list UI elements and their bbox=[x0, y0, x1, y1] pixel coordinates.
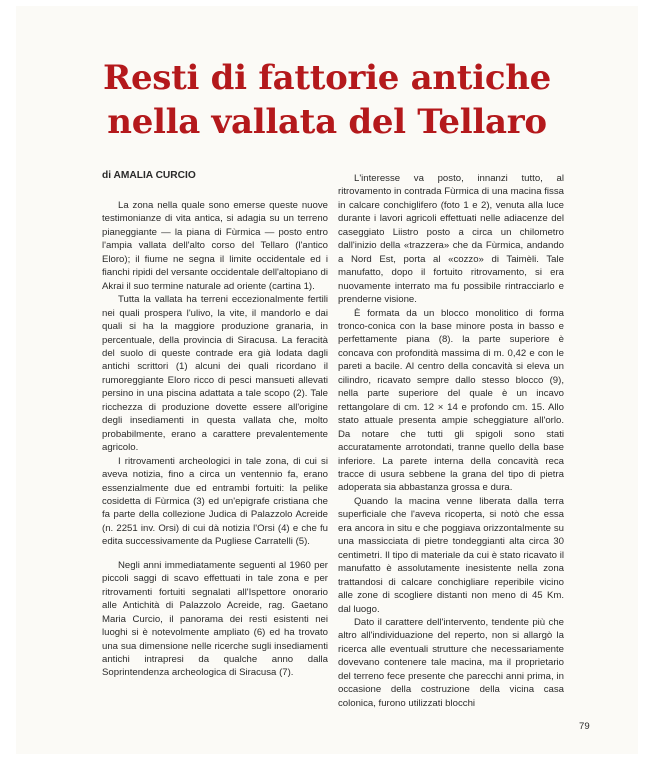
paragraph: I ritrovamenti archeologici in tale zona, di cui si aveva notizia, fino a circa un ventennio fa, erano essenzialmente due ed entrambi fortuiti: la pelike cosidetta di Fùrmica (3) ed un'epigrafe cristiana che fa parte della collezione Judica di Palazzolo Acreide (n. 2251 inv. Orsi) di cui dà notizia l'Orsi (4) e che fu edita successivamente da Pugliese Carratelli (5). bbox=[102, 455, 328, 548]
paragraph: Quando la macina venne liberata dalla terra superficiale che l'aveva ricoperta, si notò che essa era ancora in situ e che poggiava orizzontalmente su una massicciata di pietre tondeggianti alta circa 30 centimetri. Il tipo di materiale da cui è stato ricavato il manufatto è assolutamente inesistente nella zona trattandosi di calcare conchigliare reperibile vicino alle zone di scogliere distanti non meno di 45 Km. dal luogo. bbox=[338, 495, 564, 615]
paragraph: Tutta la vallata ha terreni eccezionalmente fertili nei quali prospera l'ulivo, la vite, il mandorlo e dai quali si ha la maggiore produzione granaria, in percentuale, della provincia di Siracusa. La feracità del suolo di queste contrade era già lodata dagli antichi scrittori (1) alcuni dei quali ricordano il rumoreggiante Eloro ricco di pesci mansueti allevati persino in una piscina adattata a tale scopo (2). Tale ricchezza di produzione dovette essere all'origine degli insediamenti in questa vallata che, molto probabilmente, erano a carattere prevalentemente agricolo. bbox=[102, 294, 328, 454]
page-number: 79 bbox=[579, 721, 590, 732]
title-line-1: Resti di fattorie antiche bbox=[103, 58, 551, 98]
paragraph: Dato il carattere dell'intervento, tendente più che altro all'individuazione del reperto, non si allargò la ricerca alle eventuali strutture che necessariamente dovevano contenere tale macina, ma il proprietario del terreno fece presente che parecchi anni prima, in occasione della costruzione della vicina casa colonica, furono utilizzati blocchi bbox=[338, 616, 564, 709]
right-column bbox=[338, 172, 564, 710]
paragraph: La zona nella quale sono emerse queste nuove testimonianze di vita antica, si adagia su un terreno pianeggiante — la piana di Fùrmica — posto entro l'ampia vallata dell'alto corso del Tellaro (l'antico Eloro); il fiume ne segna il limite occidentale ed i fianchi ripidi del versante occidentale dell'altopiano di Akrai il suo termine naturale ad oriente (cartina 1). bbox=[102, 200, 328, 292]
byline-prefix: di bbox=[102, 170, 112, 181]
paragraph: Negli anni immediatamente seguenti al 1960 per piccoli saggi di scavo effettuati in tale zona e per ritrovamenti fortuiti segnalati all'Ispettore onorario alle Antichità di Palazzolo Acreide, rag. Gaetano Maria Curcio, il panorama dei resti esistenti nei luoghi si è notevolmente ampliato (6) ed ha trovato una sua dimensione nelle ricerche sugli insediamenti antichi intrapresi da qualche anno dalla Soprintendenza archeologica di Siracusa (7). bbox=[102, 559, 328, 679]
author-name: AMALIA CURCIO bbox=[113, 170, 196, 181]
left-column bbox=[102, 169, 328, 680]
page bbox=[16, 6, 638, 754]
title-line-2: nella vallata del Tellaro bbox=[107, 102, 547, 142]
article-title bbox=[16, 56, 638, 144]
paragraph: L'interesse va posto, innanzi tutto, al ritrovamento in contrada Fùrmica di una macina fissa in calcare conchiglifero (foto 1 e 2), venuta alla luce durante i lavori agricoli effettuati nelle adiacenze del caseggiato Liistro posto a circa un chilometro dall'inizio della «trazzera» che da Fùrmica, andando a Nord Est, porta al «cozzo» di Taimèli. Tale manufatto, dopo il fortuito ritrovamento, si era nuovamente interrato ma fu possibile rintracciarlo e prenderne visione. bbox=[338, 173, 564, 306]
byline bbox=[102, 169, 328, 182]
paragraph: È formata da un blocco monolitico di forma tronco-conica con la base minore posta in basso e perfettamente piana (8). la parte superiore è concava con profondità massima di m. 0,42 e con le pareti a bacile. Al centro della concavità si eleva un cilindro, ricavato sempre dallo stesso blocco (9), nella parte superiore del quale è un incavo rettangolare di cm. 12 × 14 e profondo cm. 15. Allo stato attuale presenta ampie scheggiature all'orlo. Da notare che tutti gli spigoli sono stati accuratamente arrotondati, tranne quello della base inferiore. La parete interna della concavità reca tracce di usura sebbene la grana del tipo di pietra adoperata sia abbastanza grossa e dura. bbox=[338, 307, 564, 494]
